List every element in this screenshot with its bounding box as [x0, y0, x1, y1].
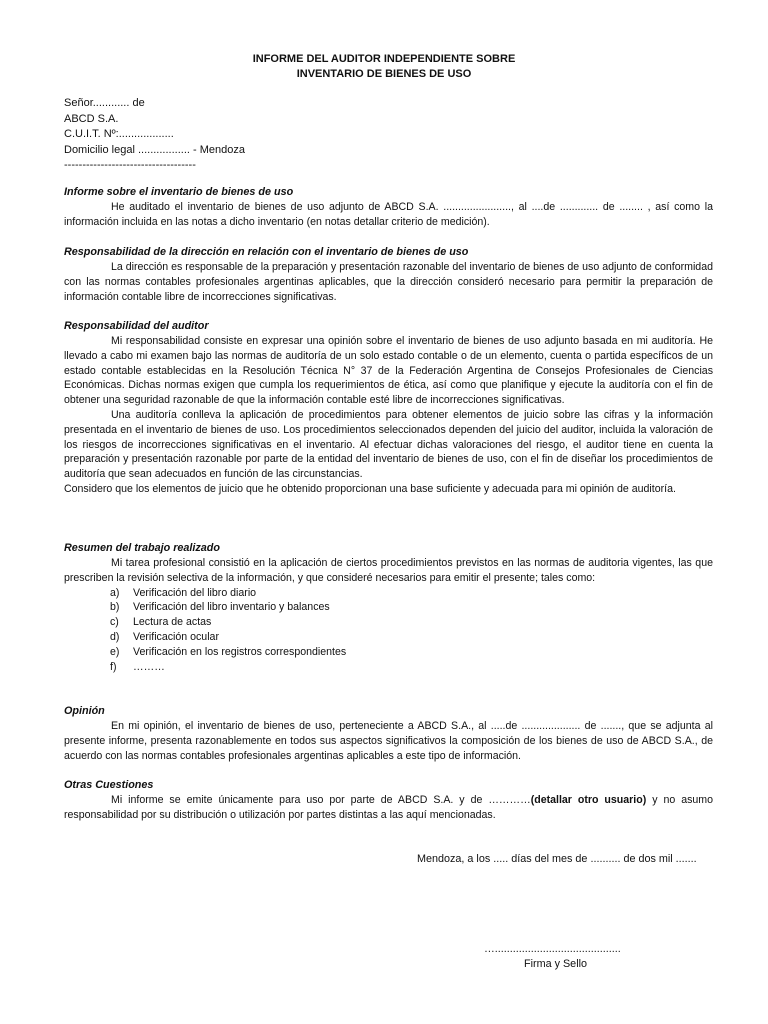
- addressee-line: Señor............ de: [64, 97, 145, 109]
- section-heading: Responsabilidad del auditor: [64, 320, 209, 332]
- paragraph: Mi responsabilidad consiste en expresar una opinión sobre el inventario de bienes de uso adjunto basada en mi auditoría. He llevado a cabo mi examen bajo las normas de auditoría de un solo estado contable o de un elemento, cuenta o partida específicos de un estado contable establecidas en la Resolución Técnica N° 37 de la Federación Argentina de Consejos Profesionales de Ciencias Económicas. Dichas normas exigen que cumpla los requerimientos de ética, así como que planifique y ejecute la auditoría con el fin de obtener una seguridad razonable de que la información contable esté libre de incorrecciones significativas.: [64, 335, 713, 407]
- list-marker: e): [110, 645, 120, 658]
- list-text: ………: [133, 660, 165, 673]
- section-resumen: [64, 541, 713, 674]
- section-heading: Responsabilidad de la dirección en relación con el inventario de bienes de uso: [64, 246, 469, 258]
- paragraph: Una auditoría conlleva la aplicación de procedimientos para obtener elementos de juicio sobre las cifras y la información presentada en el inventario de bienes de uso. Los procedimientos seleccionados dependen del juicio del auditor, incluida la valoración de los riesgos de incorrecciones significativas en el inventario. Al efectuar dichas valoraciones del riesgo, el auditor tiene en cuenta la preparación y presentación razonable por parte de la entidad del inventario de bienes de uso, con el fin de diseñar los procedimientos de auditoría que sean adecuados en función de las circunstancias.: [64, 408, 713, 481]
- paragraph-text: y no asumo responsabilidad por su distribución o utilización por partes distintas a las aquí mencionadas.: [64, 794, 714, 821]
- addressee-block: [64, 96, 245, 174]
- list-item: [64, 630, 713, 645]
- paragraph: He auditado el inventario de bienes de uso adjunto de ABCD S.A. ......................., al ....de ............. de ........ , así como la información incluida en las notas a dicho inventario (en notas detallar criterio de medición).: [64, 201, 713, 228]
- place-and-date: Mendoza, a los ..... días del mes de .......... de dos mil .......: [417, 853, 697, 865]
- paragraph: Considero que los elementos de juicio que he obtenido proporcionan una base suficiente y adecuada para mi opinión de auditoría.: [64, 482, 676, 495]
- section-otras-cuestiones: [64, 778, 713, 823]
- signature-label: Firma y Sello: [524, 958, 587, 970]
- section-heading: Informe sobre el inventario de bienes de uso: [64, 186, 294, 198]
- list-item: [64, 586, 713, 601]
- signature-line: …..........................................: [484, 943, 621, 955]
- list-text: Verificación del libro inventario y balances: [133, 601, 330, 614]
- section-heading: Otras Cuestiones: [64, 779, 154, 791]
- addressee-company: ABCD S.A.: [64, 112, 119, 125]
- paragraph-text: Mi informe se emite únicamente para uso por parte de ABCD S.A. y de …………: [111, 794, 531, 806]
- list-marker: c): [110, 616, 119, 629]
- list-item: [64, 645, 713, 660]
- paragraph: Mi tarea profesional consistió en la aplicación de ciertos procedimientos previstos en las normas de auditoria vigentes, las que prescriben la revisión selectiva de la información, y que consideré necesarios para emitir el presente; tales como:: [64, 557, 713, 584]
- document-title: [0, 52, 768, 82]
- paragraph: En mi opinión, el inventario de bienes de uso, perteneciente a ABCD S.A., al .....de .................... de ......., que se adjunta al presente informe, presenta razonablemente en todos sus aspectos significativos la composición de los bienes de uso de ABCD S.A., de acuerdo con las normas contables profesionales argentinas aplicables a este tipo de información.: [64, 720, 713, 762]
- list-item: [64, 600, 713, 615]
- list-text: Lectura de actas: [133, 616, 212, 629]
- addressee-domicile: Domicilio legal ................. - Mendoza: [64, 143, 245, 156]
- procedure-list: [64, 586, 713, 675]
- section-heading: Opinión: [64, 705, 105, 717]
- paragraph: La dirección es responsable de la preparación y presentación razonable del inventario de bienes de uso adjunto de conformidad con las normas contables profesionales argentinas aplicables, que la dirección consideró necesario para permitir la preparación de información contable libre de incorrecciones significativas.: [64, 261, 713, 303]
- title-line-1: INFORME DEL AUDITOR INDEPENDIENTE SOBRE: [252, 53, 516, 65]
- addressee-separator: ------------------------------------: [64, 159, 196, 171]
- addressee-cuit: C.U.I.T. Nº:..................: [64, 128, 174, 140]
- list-text: Verificación del libro diario: [133, 586, 257, 599]
- section-opinion: [64, 704, 713, 763]
- list-item: [64, 660, 713, 675]
- placeholder-bold-text: (detallar otro usuario): [530, 794, 647, 806]
- paragraph: [64, 793, 713, 823]
- list-marker: a): [110, 586, 120, 599]
- section-heading: Resumen del trabajo realizado: [64, 542, 221, 554]
- list-text: Verificación en los registros correspondientes: [133, 645, 347, 658]
- title-line-2: INVENTARIO DE BIENES DE USO: [296, 68, 472, 80]
- list-text: Verificación ocular: [133, 630, 219, 643]
- list-marker: f): [110, 660, 117, 673]
- list-marker: b): [110, 601, 120, 614]
- section-informe: [64, 185, 713, 230]
- list-item: [64, 615, 713, 630]
- section-auditor: [64, 319, 713, 497]
- section-direccion: [64, 245, 713, 304]
- list-marker: d): [110, 630, 120, 643]
